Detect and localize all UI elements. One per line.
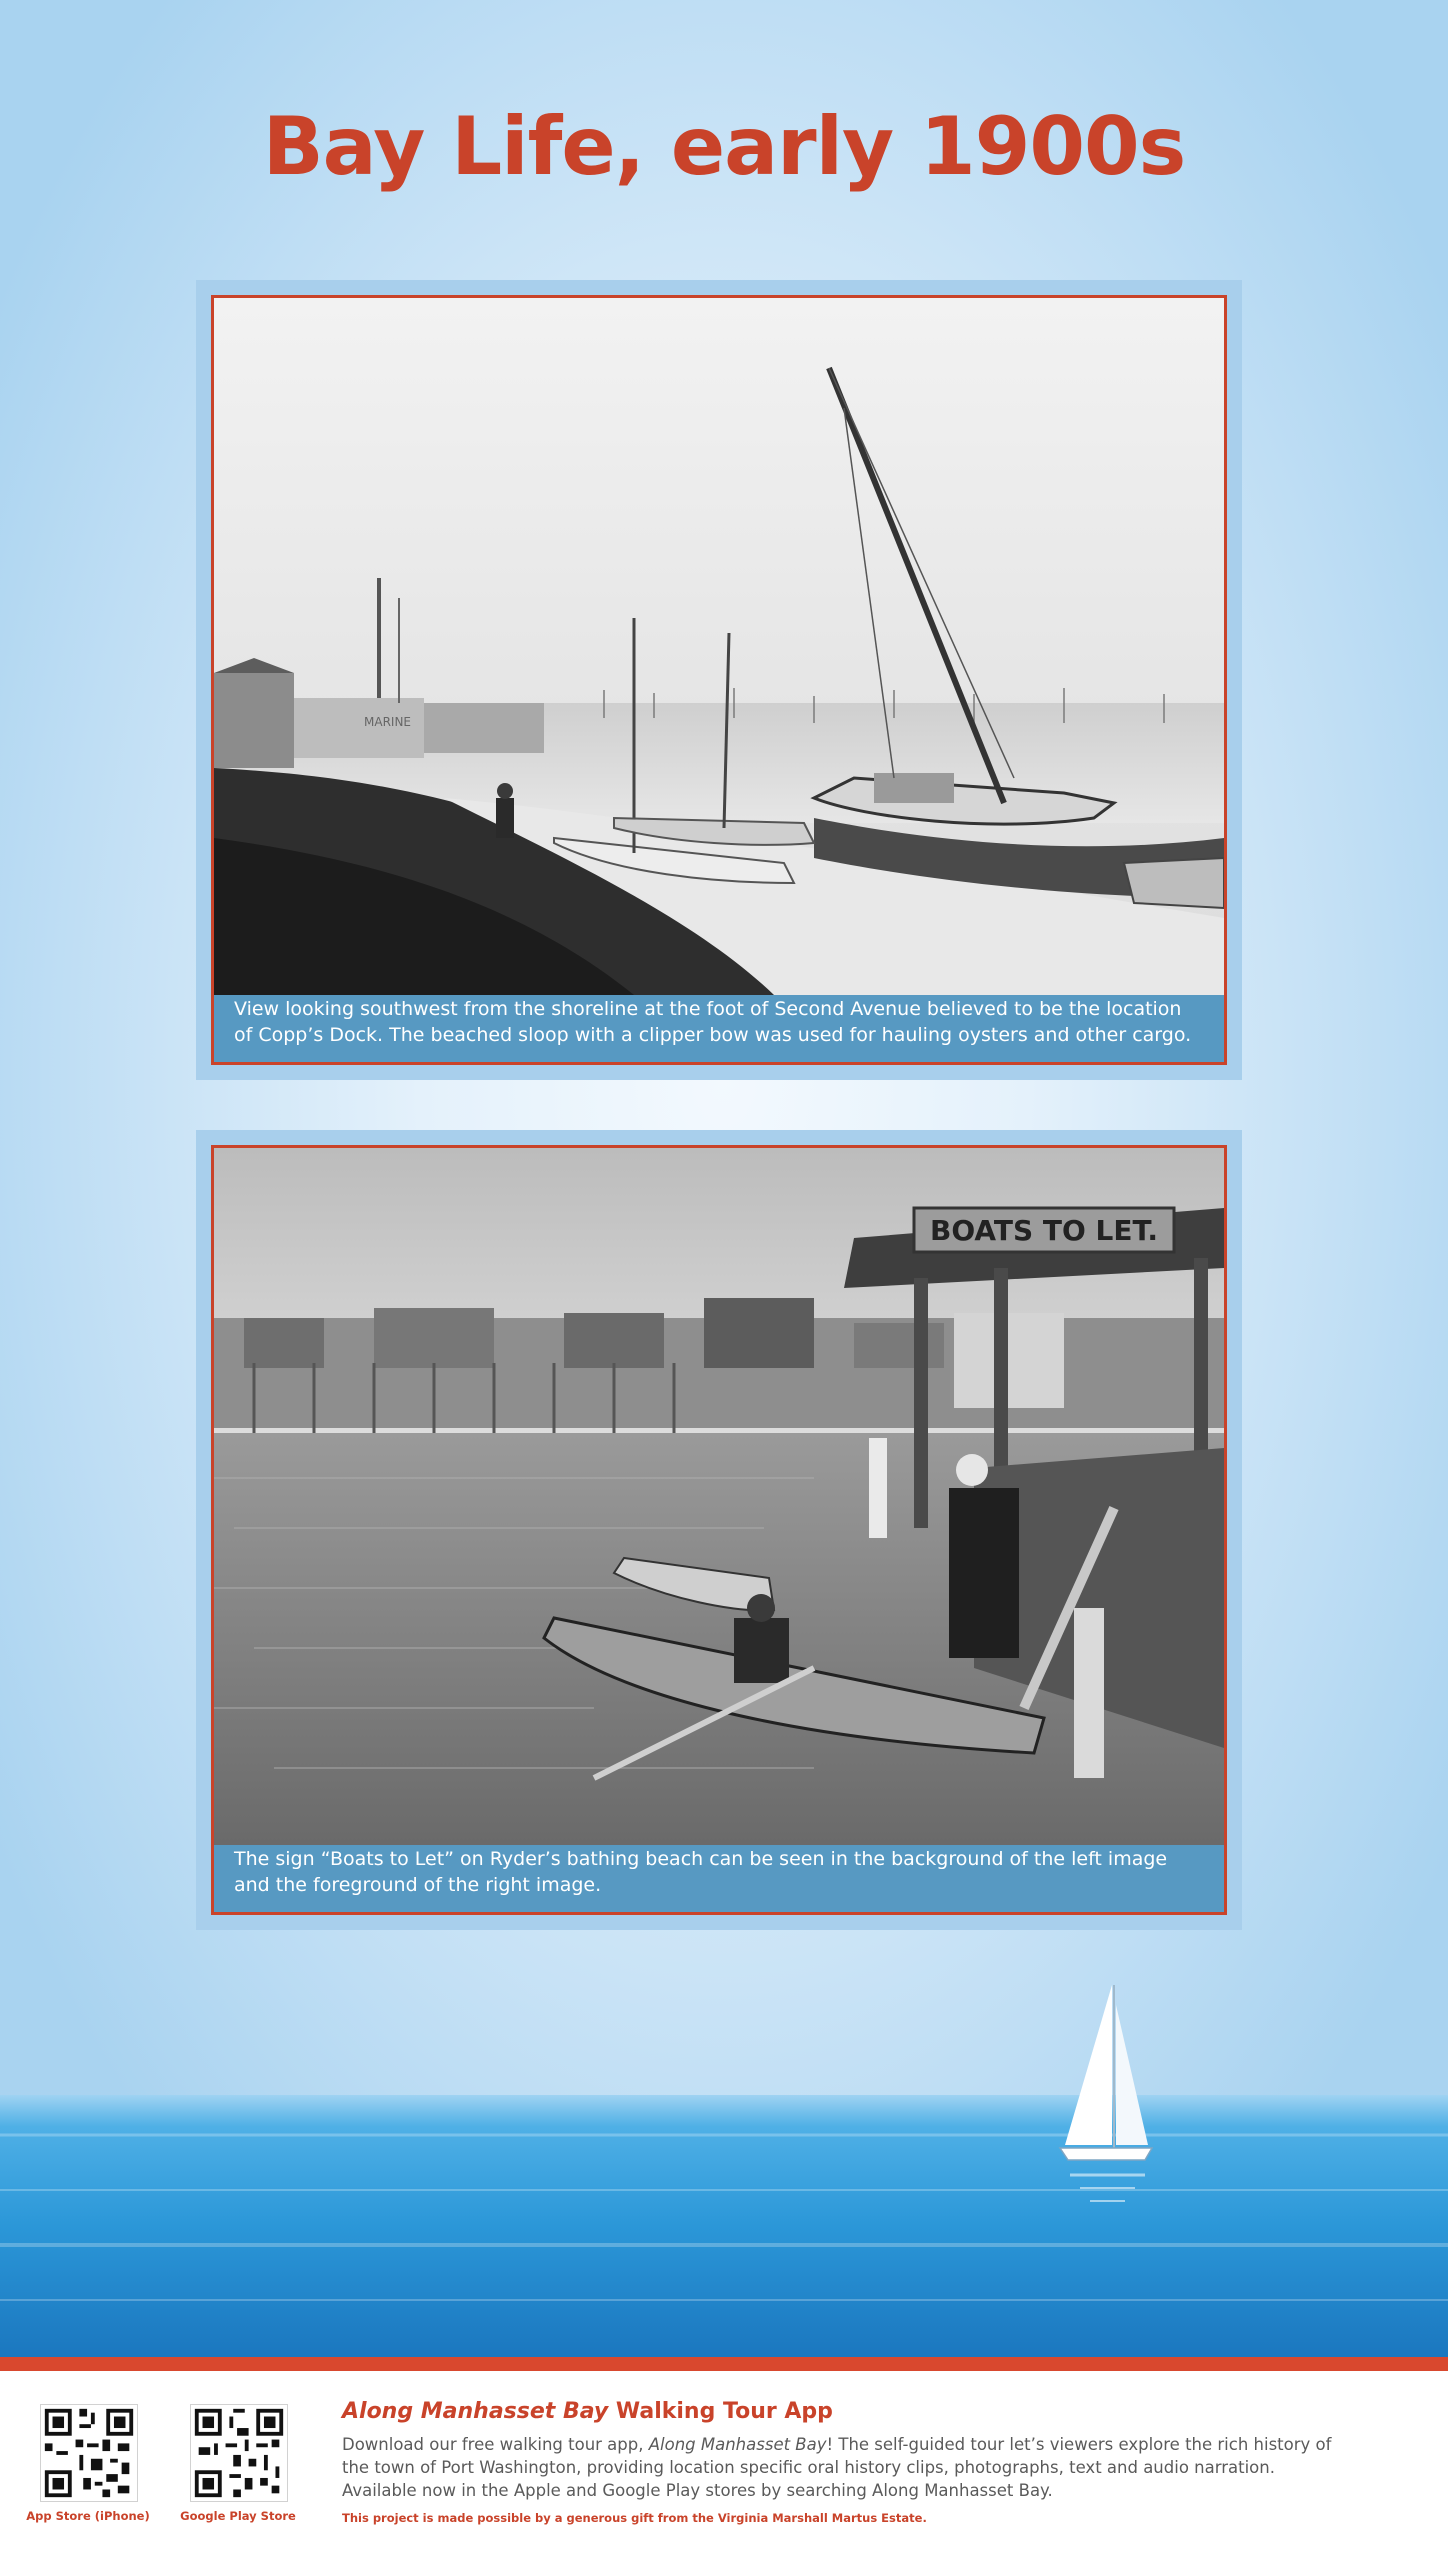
app-title xyxy=(342,2399,833,2424)
sea-backdrop xyxy=(0,2095,1448,2357)
google-play-label: Google Play Store xyxy=(180,2509,296,2523)
qr-code-icon xyxy=(191,2405,287,2501)
photo-frame-1 xyxy=(211,295,1227,1065)
sailboat-icon xyxy=(1050,1985,1160,2215)
app-desc-part1: Download our free walking tour app, xyxy=(342,2435,649,2454)
photo-frame-2 xyxy=(211,1145,1227,1915)
photo-panel-1 xyxy=(196,280,1242,1080)
app-store-qr-code[interactable] xyxy=(40,2404,138,2502)
app-desc-italic: Along Manhasset Bay xyxy=(648,2435,827,2454)
gift-credit: This project is made possible by a generous gift from the Virginia Marshall Martus Estate. xyxy=(342,2511,927,2525)
qr-code-icon xyxy=(41,2405,137,2501)
app-title-rest: Walking Tour App xyxy=(608,2399,833,2424)
shed-sign: MARINE xyxy=(364,715,411,729)
app-desc-part2: ! The self-guided tour let’s viewers explore the rich history of the town of Port Washington, providing location specific oral history clips, photographs, text and audio narration. Available now in the Apple and Google Play stores by searching Along Manhasset Bay. xyxy=(342,2435,1332,2500)
photo-panel-2 xyxy=(196,1130,1242,1930)
footer xyxy=(0,2371,1448,2560)
page-title: Bay Life, early 1900s xyxy=(262,100,1186,193)
google-play-qr-code[interactable] xyxy=(190,2404,288,2502)
photo-shoreline-sloop xyxy=(214,298,1224,995)
app-store-label: App Store (iPhone) xyxy=(26,2509,150,2523)
footer-accent-band xyxy=(0,2357,1448,2371)
boats-to-let-sign: BOATS TO LET. xyxy=(929,1214,1159,1247)
photo-caption-1: View looking southwest from the shoreline at the foot of Second Avenue believed to be the location of Copp’s Dock. The beached sloop with a clipper bow was used for hauling oysters and other cargo. xyxy=(234,998,1192,1046)
app-description xyxy=(342,2433,1342,2502)
photo-boats-to-let xyxy=(214,1148,1224,1845)
photo-caption-2: The sign “Boats to Let” on Ryder’s bathing beach can be seen in the background of the left image and the foreground of the right image. xyxy=(234,1848,1168,1896)
app-title-italic: Along Manhasset Bay xyxy=(342,2399,609,2424)
